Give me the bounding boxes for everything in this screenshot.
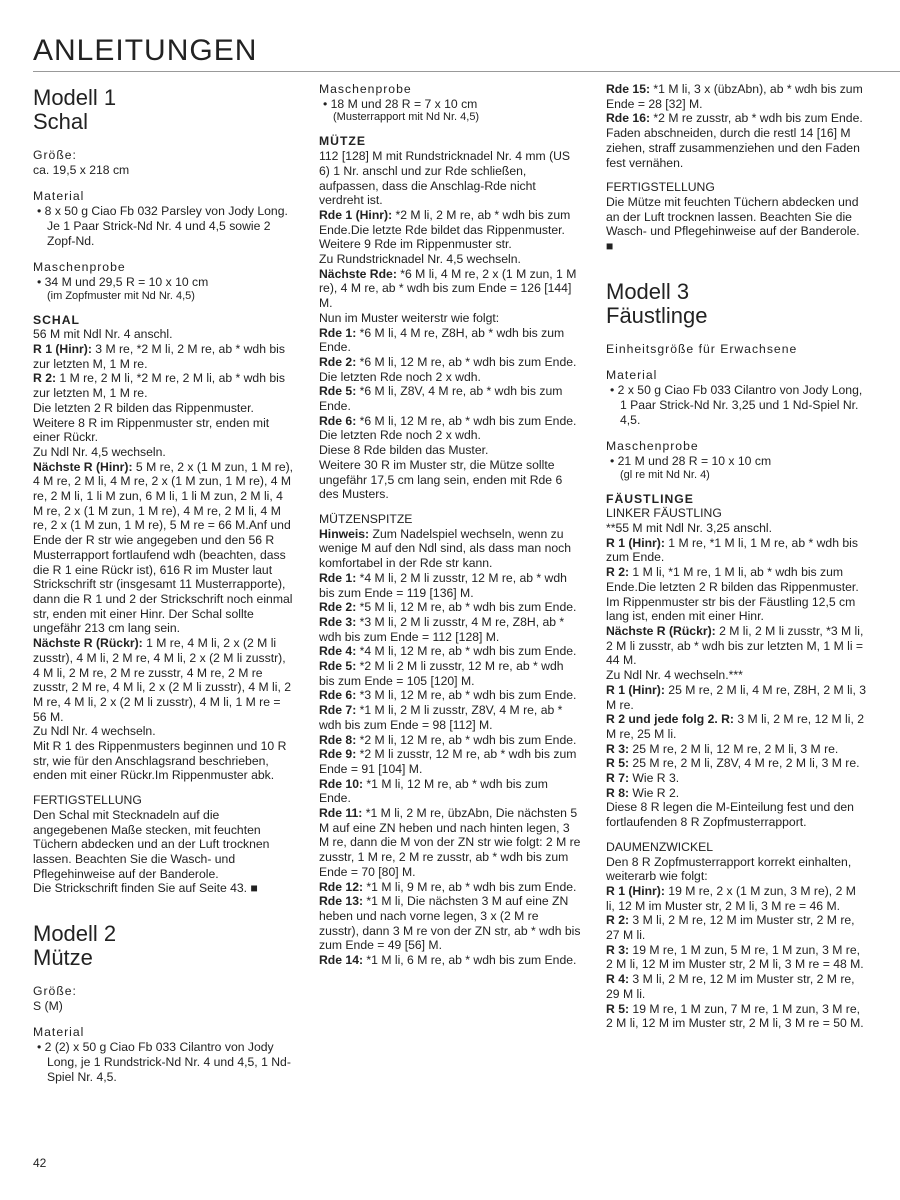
instruction-line: Hinweis: Zum Nadelspiel wechseln, wenn zu wenige M auf den Ndl sind, als dass man noch komfortabel in der Rde str kann. bbox=[319, 526, 572, 571]
instruction-line: Weitere 9 Rde im Rippenmuster str. bbox=[319, 237, 512, 252]
gauge-label: Maschenprobe bbox=[319, 82, 412, 96]
instruction-line: Im Rippenmuster str bis der Fäustling 12,5 cm lang ist, enden mit einer Hinr. bbox=[606, 594, 856, 624]
instruction-line: Rde 1 (Hinr): *2 M li, 2 M re, ab * wdh bis zum Ende.Die letzte Rde bildet das Rippenmuster. bbox=[319, 207, 571, 237]
instruction-line: R 7: Wie R 3. bbox=[606, 771, 680, 786]
instruction-line: Rde 4: *4 M li, 12 M re, ab * wdh bis zum Ende. bbox=[319, 644, 577, 659]
gauge-item: • 21 M und 28 R = 10 x 10 cm bbox=[610, 453, 772, 468]
gauge-note: (gl re mit Nd Nr. 4) bbox=[620, 468, 710, 481]
finishing-text: Die Mütze mit feuchten Tüchern abdecken und an der Luft trocknen lassen. Beachten Sie die Wasch- und Pflegehinweise auf der Banderole. ■ bbox=[606, 194, 860, 254]
instruction-line: Den 8 R Zopfmusterrapport korrekt einhalten, weiterarb wie folgt: bbox=[606, 854, 852, 884]
model-2-number: Modell 2 bbox=[33, 921, 117, 947]
instruction-line: **55 M mit Ndl Nr. 3,25 anschl. bbox=[606, 521, 772, 536]
instruction-line: Nun im Muster weiterstr wie folgt: bbox=[319, 310, 500, 325]
instruction-line: Rde 2: *5 M li, 12 M re, ab * wdh bis zum Ende. bbox=[319, 600, 577, 615]
instruction-line: Rde 5: *6 M li, Z8V, 4 M re, ab * wdh bis zum Ende. bbox=[319, 384, 563, 414]
instruction-line: Zu Rundstricknadel Nr. 4,5 wechseln. bbox=[319, 252, 521, 267]
instruction-line: Zu Ndl Nr. 4 wechseln.*** bbox=[606, 668, 743, 683]
size-value: ca. 19,5 x 218 cm bbox=[33, 162, 130, 177]
subsection-heading: LINKER FÄUSTLING bbox=[606, 506, 722, 521]
page-title: ANLEITUNGEN bbox=[33, 34, 258, 67]
instruction-line: R 8: Wie R 2. bbox=[606, 785, 680, 800]
instruction-line: Nächste Rde: *6 M li, 4 M re, 2 x (1 M zun, 1 M re), 4 M re, ab * wdh bis zum Ende = 126 [144] M. bbox=[319, 266, 577, 311]
column-3 bbox=[606, 82, 868, 1031]
end-mark-icon: ■ bbox=[606, 239, 614, 254]
instruction-line: Weitere 8 R im Rippenmuster str, enden mit einer Rückr. bbox=[33, 415, 270, 445]
gauge-label: Maschenprobe bbox=[33, 260, 126, 275]
chart-reference: Die Strickschrift finden Sie auf Seite 43. ■ bbox=[33, 881, 258, 896]
model-3-name: Fäustlinge bbox=[606, 302, 708, 328]
model-3-heading bbox=[606, 280, 868, 328]
material-item: • 8 x 50 g Ciao Fb 032 Parsley von Jody Long. Je 1 Paar Strick-Nd Nr. 4 und 4,5 sowie 2 Zopf-Nd. bbox=[37, 204, 288, 248]
column-1 bbox=[33, 82, 295, 1084]
instruction-line: Rde 14: *1 M li, 6 M re, ab * wdh bis zum Ende. bbox=[319, 953, 577, 968]
gauge-note: (Musterrapport mit Nd Nr. 4,5) bbox=[333, 111, 480, 124]
thumb-gusset-heading: DAUMENZWICKEL bbox=[606, 839, 713, 854]
instruction-line: Rde 1: *6 M li, 4 M re, Z8H, ab * wdh bis zum Ende. bbox=[319, 325, 565, 355]
instruction-line: Rde 2: *6 M li, 12 M re, ab * wdh bis zum Ende. bbox=[319, 354, 577, 369]
size-label: Größe: bbox=[33, 984, 77, 999]
tip-heading: MÜTZENSPITZE bbox=[319, 511, 413, 526]
instruction-line: Rde 8: *2 M li, 12 M re, ab * wdh bis zum Ende. bbox=[319, 732, 577, 747]
size-note: Einheitsgröße für Erwachsene bbox=[606, 341, 798, 356]
instruction-line: Nächste R (Rückr): 2 M li, 2 M li zusstr, *3 M li, 2 M li zusstr, ab * wdh bis zur letzten M, 1 M li = 44 M. bbox=[606, 623, 864, 668]
gauge-item: • 34 M und 29,5 R = 10 x 10 cm bbox=[37, 274, 209, 289]
instruction-line: R 2 und jede folg 2. R: 3 M li, 2 M re, 12 M li, 2 M re, 25 M li. bbox=[606, 712, 865, 741]
model-2-heading bbox=[33, 922, 295, 970]
material-item: • 2 (2) x 50 g Ciao Fb 033 Cilantro von Jody Long, je 1 Rundstrick-Nd Nr. 4 und 4,5, 1 Nd-Spiel Nr. 4,5. bbox=[37, 1040, 291, 1084]
instruction-line: Zu Ndl Nr. 4,5 wechseln. bbox=[33, 444, 166, 459]
model-1-number: Modell 1 bbox=[33, 85, 117, 110]
model-2-name: Mütze bbox=[33, 945, 93, 971]
header-divider bbox=[33, 71, 900, 72]
finishing-heading: FERTIGSTELLUNG bbox=[606, 180, 715, 195]
instruction-line: Die letzten 2 R bilden das Rippenmuster. bbox=[33, 400, 254, 415]
gauge-item: • 18 M und 28 R = 7 x 10 cm bbox=[323, 96, 478, 111]
material-label: Material bbox=[606, 368, 658, 383]
model-1-heading bbox=[33, 86, 295, 134]
instruction-line: R 3: 19 M re, 1 M zun, 5 M re, 1 M zun, 3 M re, 2 M li, 12 M im Muster str, 2 M li, 3 M re = 48 M. bbox=[606, 942, 864, 972]
end-mark-icon: ■ bbox=[250, 881, 258, 896]
column-2 bbox=[319, 82, 581, 968]
instruction-line: R 4: 3 M li, 2 M re, 12 M im Muster str, 2 M re, 29 M li. bbox=[606, 972, 855, 1001]
model-3-number: Modell 3 bbox=[606, 278, 690, 304]
instruction-line: Rde 10: *1 M li, 12 M re, ab * wdh bis zum Ende. bbox=[319, 776, 548, 806]
instruction-line: 112 [128] M mit Rundstricknadel Nr. 4 mm (US 6) 1 Nr. anschl und zur Rde schließen, aufpassen, dass die Anschlag-Rde nicht verdreht ist. bbox=[319, 149, 571, 208]
instruction-line: Rde 12: *1 M li, 9 M re, ab * wdh bis zum Ende. bbox=[319, 879, 577, 894]
model-1-name: Schal bbox=[33, 109, 89, 134]
instruction-line: 56 M mit Ndl Nr. 4 anschl. bbox=[33, 327, 173, 342]
section-heading-faeustlinge: FÄUSTLINGE bbox=[606, 491, 694, 506]
instruction-line: Weitere 30 R im Muster str, die Mütze sollte ungefähr 17,5 cm lang sein, enden mit Rde 6 des Musters. bbox=[319, 457, 563, 502]
material-label: Material bbox=[33, 1025, 85, 1040]
instruction-line: Rde 13: *1 M li, Die nächsten 3 M auf eine ZN heben und nach vorne legen, 3 x (2 M re zusstr), dann 3 M re von der ZN str, ab * wdh bis zum Ende = 49 [56] M. bbox=[319, 894, 581, 953]
instruction-line: Rde 7: *1 M li, 2 M li zusstr, Z8V, 4 M re, ab * wdh bis zum Ende = 98 [112] M. bbox=[319, 703, 563, 732]
section-heading-muetze: MÜTZE bbox=[319, 134, 366, 149]
instruction-line: Rde 5: *2 M li 2 M li zusstr, 12 M re, ab * wdh bis zum Ende = 105 [120] M. bbox=[319, 659, 564, 688]
instruction-line: R 2: 1 M re, 2 M li, *2 M re, 2 M li, ab * wdh bis zur letzten M, 1 M re. bbox=[33, 371, 285, 401]
size-label: Größe: bbox=[33, 148, 77, 162]
gauge-note: (im Zopfmuster mit Nd Nr. 4,5) bbox=[47, 289, 195, 302]
instruction-line: Nächste R (Rückr): 1 M re, 4 M li, 2 x (2 M li zusstr), 4 M li, 2 M re, 4 M li, 2 x (2 M li zusstr), 4 M li, 2 M re, 2 M re zusstr, 4 M re, 2 M re zusstr, 2 M re, 4 M li, 2 x (2 M li zusstr), 4 M li, 2 M re, 4 M li, 2 x (2 M li zusstr), 4 M li, 1 M re = 56 M. bbox=[33, 636, 292, 724]
instruction-line: Diese 8 R legen die M-Einteilung fest und den fortlaufenden 8 R Zopfmusterrapport. bbox=[606, 800, 854, 830]
instruction-line: R 5: 25 M re, 2 M li, Z8V, 4 M re, 2 M li, 3 M re. bbox=[606, 756, 860, 771]
instruction-line: Nächste R (Hinr): 5 M re, 2 x (1 M zun, 1 M re), 4 M re, 2 M li, 4 M re, 2 x (1 M zun, 1 M re), 4 M re, 2 M li, 1 li M zun, 6 M li, 1 li M zun, 2 M li, 4 M re, 2 x (1 M zun, 1 M re), 4 M re, 2 M li, 4 M re, 2 x (1 M zun, 1 M re), 5 M re = 66 M.Anf und Ende der R str wie angegeben und den 56 R Musterrapport fortlaufend wdh (beachten, dass die R 1 eine Rückr ist), 616 R im Muster laut Strickschrift str (insgesamt 11 Musterrapporte), dann die R 1 und 2 der Strickschrift noch einmal str, enden mit einer Hinr. Der Schal sollte ungefähr 213 cm lang sein. bbox=[33, 459, 294, 636]
instruction-line: Rde 11: *1 M li, 2 M re, übzAbn, Die nächsten 5 M auf eine ZN heben und nach hinten legen, 3 M re, dann die M von der ZN str wie folgt: 2 M re zusstr, 1 M re, 2 M re zusstr, ab * wdh bis zum Ende = 70 [80] M. bbox=[319, 806, 581, 879]
instruction-line: Rde 6: *6 M li, 12 M re, ab * wdh bis zum Ende. bbox=[319, 413, 577, 428]
instruction-line: Mit R 1 des Rippenmusters beginnen und 10 R str, wie für den Anschlagsrand beschrieben, enden mit einer Rückr.Im Rippenmuster abk. bbox=[33, 739, 287, 783]
instruction-line: Rde 1: *4 M li, 2 M li zusstr, 12 M re, ab * wdh bis zum Ende = 119 [136] M. bbox=[319, 570, 567, 600]
instruction-line: R 2: 1 M li, *1 M re, 1 M li, ab * wdh bis zum Ende.Die letzten 2 R bilden das Rippenmuster. bbox=[606, 565, 859, 594]
instruction-line: R 1 (Hinr): 25 M re, 2 M li, 4 M re, Z8H, 2 M li, 3 M re. bbox=[606, 682, 867, 712]
material-label: Material bbox=[33, 189, 85, 204]
instruction-line: Die letzten Rde noch 2 x wdh. bbox=[319, 369, 481, 384]
instruction-line: R 2: 3 M li, 2 M re, 12 M im Muster str, 2 M re, 27 M li. bbox=[606, 913, 855, 943]
material-item: • 2 x 50 g Ciao Fb 033 Cilantro von Jody Long, 1 Paar Strick-Nd Nr. 3,25 und 1 Nd-Spiel Nr. 4,5. bbox=[610, 383, 863, 427]
instruction-line: Diese 8 Rde bilden das Muster. bbox=[319, 443, 489, 458]
gauge-label: Maschenprobe bbox=[606, 439, 699, 454]
section-heading-schal: SCHAL bbox=[33, 312, 80, 327]
finishing-heading: FERTIGSTELLUNG bbox=[33, 793, 142, 808]
instruction-line: Rde 3: *3 M li, 2 M li zusstr, 4 M re, Z8H, ab * wdh bis zum Ende = 112 [128] M. bbox=[319, 614, 565, 644]
instruction-line: Zu Ndl Nr. 4 wechseln. bbox=[33, 724, 156, 739]
instruction-line: Rde 6: *3 M li, 12 M re, ab * wdh bis zum Ende. bbox=[319, 688, 577, 703]
instruction-line: R 3: 25 M re, 2 M li, 12 M re, 2 M li, 3 M re. bbox=[606, 741, 839, 756]
finishing-text: Den Schal mit Stecknadeln auf die angegebenen Maße stecken, mit feuchten Tüchern abdecken und an der Luft trocknen lassen. Beachten Sie die Wasch- und Pflegehinweise auf der Banderole. bbox=[33, 807, 270, 881]
page-number: 42 bbox=[33, 1156, 47, 1170]
instruction-line: R 1 (Hinr): 1 M re, *1 M li, 1 M re, ab * wdh bis zum Ende. bbox=[606, 535, 858, 565]
instruction-line: R 5: 19 M re, 1 M zun, 7 M re, 1 M zun, 3 M re, 2 M li, 12 M im Muster str, 2 M li, 3 M re = 50 M. bbox=[606, 1001, 864, 1031]
size-value: S (M) bbox=[33, 998, 63, 1013]
instruction-line: R 1 (Hinr): 3 M re, *2 M li, 2 M re, ab * wdh bis zur letzten M, 1 M re. bbox=[33, 342, 285, 371]
instruction-line: Rde 16: *2 M re zusstr, ab * wdh bis zum Ende. Faden abschneiden, durch die restl 14 [16] M ziehen, straff zusammenziehen und den Faden fest vernähen. bbox=[606, 111, 863, 170]
instruction-line: Rde 15: *1 M li, 3 x (übzAbn), ab * wdh bis zum Ende = 28 [32] M. bbox=[606, 82, 863, 111]
instruction-line: R 1 (Hinr): 19 M re, 2 x (1 M zun, 3 M re), 2 M li, 12 M im Muster str, 2 M li, 3 M re = 46 M. bbox=[606, 883, 856, 913]
instruction-line: Die letzten Rde noch 2 x wdh. bbox=[319, 428, 481, 443]
instruction-line: Rde 9: *2 M li zusstr, 12 M re, ab * wdh bis zum Ende = 91 [104] M. bbox=[319, 747, 577, 776]
